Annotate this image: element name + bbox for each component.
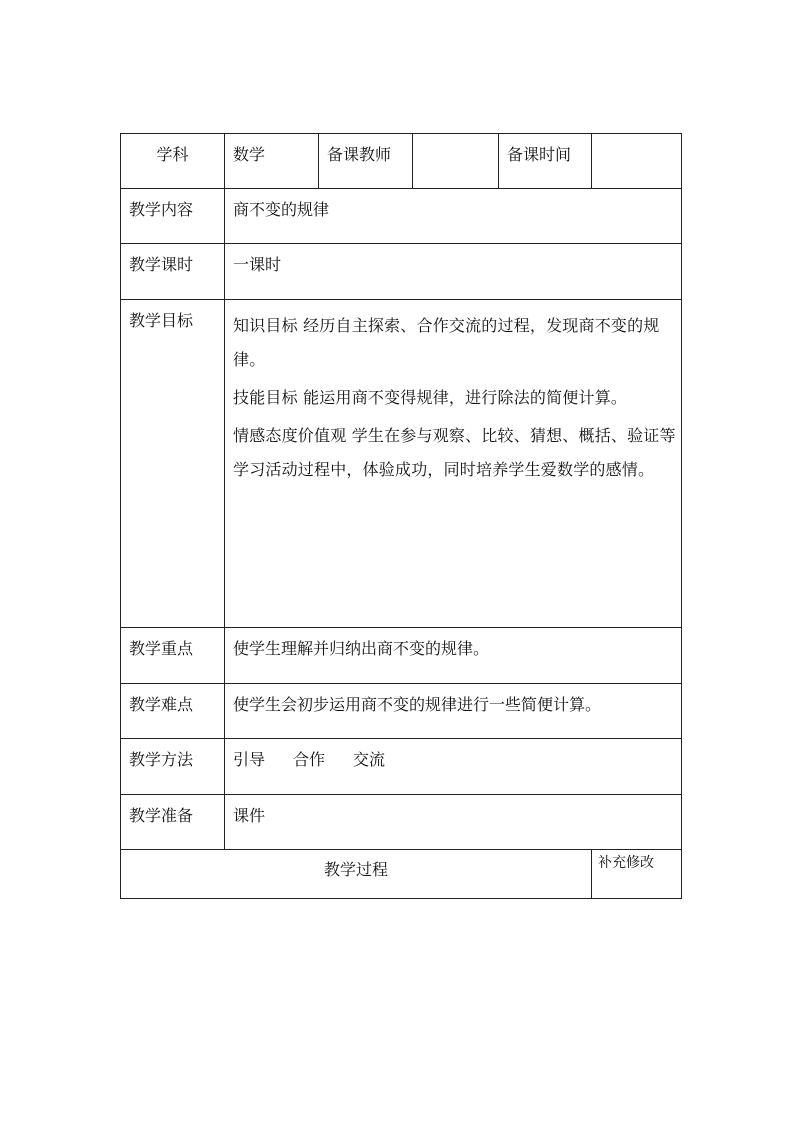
emotion-objective-label: 情感态度价值观 (233, 426, 347, 445)
hours-value: 一课时 (233, 255, 282, 274)
hours-label: 教学课时 (129, 255, 194, 274)
method-list (225, 739, 681, 770)
time-value-cell (592, 134, 682, 189)
subject-label-cell (121, 134, 225, 189)
objectives-label-cell (121, 300, 225, 628)
preparation-label: 教学准备 (129, 806, 194, 825)
difficulty-value-cell (225, 684, 682, 739)
difficulty-value: 使学生会初步运用商不变的规律进行一些简便计算。 (233, 695, 602, 714)
objectives-value-cell (225, 300, 682, 628)
content-row (121, 189, 682, 244)
method-item-guide: 引导 (233, 750, 266, 769)
knowledge-objective-label: 知识目标 (233, 316, 298, 335)
method-item-communicate: 交流 (353, 750, 386, 769)
time-label-cell (499, 134, 592, 189)
skill-objective-text: 能运用商不变得规律，进行除法的简便计算。 (303, 388, 628, 407)
preparation-value: 课件 (233, 806, 266, 825)
objectives-label: 教学目标 (129, 311, 194, 330)
process-title: 教学过程 (323, 860, 388, 879)
time-label: 备课时间 (507, 145, 572, 164)
objectives-row (121, 300, 682, 628)
method-label-cell (121, 739, 225, 795)
skill-objective-label: 技能目标 (233, 388, 298, 407)
content-label: 教学内容 (129, 200, 194, 219)
subject-value: 数学 (233, 145, 266, 164)
teacher-value (413, 134, 498, 145)
method-label: 教学方法 (129, 750, 194, 769)
teacher-label: 备课教师 (327, 145, 392, 164)
difficulty-label-cell (121, 684, 225, 739)
process-row (121, 850, 682, 899)
lesson-plan-table (120, 133, 682, 899)
subject-value-cell (225, 134, 319, 189)
hours-value-cell (225, 244, 682, 300)
time-value (592, 134, 681, 145)
teacher-value-cell (413, 134, 499, 189)
difficulty-row (121, 684, 682, 739)
emotion-objective (233, 419, 679, 487)
content-value-cell (225, 189, 682, 244)
subject-label: 学科 (156, 145, 189, 164)
key-point-label-cell (121, 628, 225, 684)
lesson-plan-sheet (120, 133, 681, 899)
key-point-label: 教学重点 (129, 639, 194, 658)
method-value-cell (225, 739, 682, 795)
key-point-value: 使学生理解并归纳出商不变的规律。 (233, 639, 490, 658)
knowledge-objective (233, 309, 679, 377)
hours-label-cell (121, 244, 225, 300)
content-value: 商不变的规律 (233, 200, 330, 219)
knowledge-objective-text: 经历自主探索、合作交流的过程，发现商不变的规律。 (233, 316, 660, 369)
content-label-cell (121, 189, 225, 244)
key-point-value-cell (225, 628, 682, 684)
supplement-cell (592, 850, 682, 899)
emotion-objective-text: 学生在参与观察、比较、猜想、概括、验证等学习活动过程中，体验成功，同时培养学生爱数学的感情。 (233, 426, 676, 479)
process-title-cell (121, 850, 592, 899)
preparation-value-cell (225, 795, 682, 850)
teacher-label-cell (319, 134, 413, 189)
method-row (121, 739, 682, 795)
skill-objective (233, 381, 679, 415)
key-point-row (121, 628, 682, 684)
preparation-label-cell (121, 795, 225, 850)
supplement-label: 补充修改 (598, 855, 654, 871)
hours-row (121, 244, 682, 300)
method-item-cooperate: 合作 (293, 750, 326, 769)
preparation-row (121, 795, 682, 850)
objectives-body (225, 300, 681, 487)
difficulty-label: 教学难点 (129, 695, 194, 714)
header-row (121, 134, 682, 189)
